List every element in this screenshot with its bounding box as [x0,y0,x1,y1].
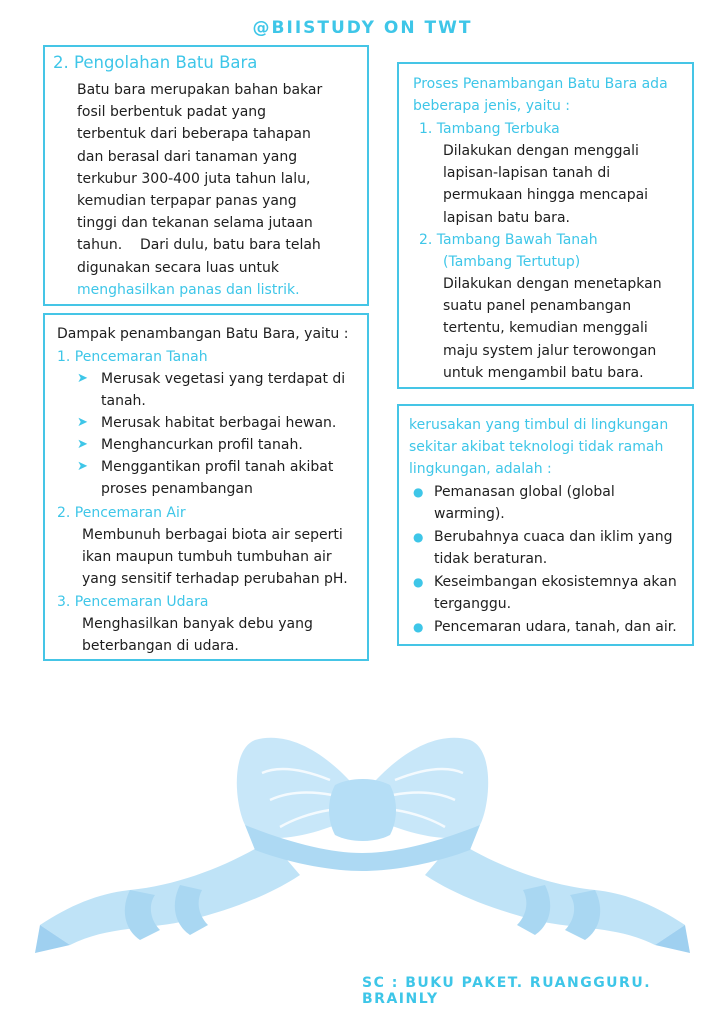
body-line: ikan maupun tumbuh tumbuhan air [82,549,332,566]
item-line: Merusak vegetasi yang terdapat di [101,371,346,387]
item-line: proses penambangan [101,481,253,498]
body-line: maju system jalur terowongan [443,342,657,359]
item-line: Berubahnya cuaca dan iklim yang [434,529,673,545]
item-line: Pemanasan global (global [434,484,615,500]
dot-bullet-icon: ● [413,620,424,634]
intro-line: lingkungan, adalah : [409,461,552,478]
section-body [443,140,683,229]
body-line: tertentu, kemudian menggali [443,320,648,337]
body-line: lapisan batu bara. [443,209,570,226]
item-line: tidak beraturan. [434,551,548,568]
proses-penambangan-box [397,62,694,389]
subheading-tambang-bawah-tanah: 2. Tambang Bawah Tanah [419,232,598,248]
body-line: tahun. Dari dulu, batu bara telah [77,237,321,254]
kerusakan-lingkungan-box [397,404,694,646]
body-line: digunakan secara luas untuk [77,259,280,276]
item-line: Menghancurkan profil tanah. [101,437,303,453]
list-item [434,481,684,525]
list-item [434,571,684,615]
section-body [77,79,359,301]
dot-bullet-icon: ● [413,530,424,544]
subheading-pencemaran-udara: 3. Pencemaran Udara [57,594,209,610]
subheading-pencemaran-air: 2. Pencemaran Air [57,505,186,521]
section-title: 2. Pengolahan Batu Bara [53,53,258,72]
subheading-tambang-tertutup: (Tambang Tertutup) [443,254,581,270]
body-line: yang sensitif terhadap perubahan pH. [82,571,348,588]
item-line: Pencemaran udara, tanah, dan air. [434,619,677,635]
body-line: Batu bara merupakan bahan bakar [77,82,323,98]
source-credit: SC : BUKU PAKET. RUANGGURU. BRAINLY [362,975,652,1007]
intro-line: beberapa jenis, yaitu : [413,98,570,115]
dampak-penambangan-box [43,313,369,661]
subheading-pencemaran-tanah: 1. Pencemaran Tanah [57,349,208,365]
arrow-bullet-icon: ➤ [77,415,88,430]
intro-line: kerusakan yang timbul di lingkungan [409,417,669,433]
ribbon-bow-illustration [30,725,695,955]
item-line: terganggu. [434,596,512,613]
box-intro: Dampak penambangan Batu Bara, yaitu : [57,326,349,342]
item-line: tanah. [101,393,146,410]
dot-bullet-icon: ● [413,575,424,589]
page-header: @BIISTUDY ON TWT [252,18,473,38]
box-intro [409,414,691,481]
body-line: permukaan hingga mencapai [443,187,649,204]
intro-line: sekitar akibat teknologi tidak ramah [409,439,664,456]
body-line: terbentuk dari beberapa tahapan [77,126,311,143]
list-item [434,526,684,570]
body-line: tinggi dan tekanan selama jutaan [77,215,313,232]
body-line: lapisan-lapisan tanah di [443,165,611,182]
item-line: warming). [434,506,505,523]
highlight-line: menghasilkan panas dan listrik. [77,281,300,298]
box-intro [413,73,688,117]
body-line: Dilakukan dengan menggali [443,143,639,159]
item-line: Menggantikan profil tanah akibat [101,459,334,475]
body-line: Menghasilkan banyak debu yang [82,616,313,632]
body-line: kemudian terpapar panas yang [77,193,297,210]
dot-bullet-icon: ● [413,485,424,499]
arrow-bullet-icon: ➤ [77,459,88,474]
body-line: Membunuh berbagai biota air seperti [82,527,343,543]
body-line: beterbangan di udara. [82,638,239,655]
section-body [82,613,364,657]
arrow-bullet-icon: ➤ [77,371,88,386]
pengolahan-batu-bara-box [43,45,369,306]
list-item [434,616,684,638]
body-line: Dilakukan dengan menetapkan [443,276,662,292]
intro-line: Proses Penambangan Batu Bara ada [413,76,668,92]
section-body [82,524,364,591]
body-line: suatu panel penambangan [443,298,632,315]
subheading-tambang-terbuka: 1. Tambang Terbuka [419,121,560,137]
section-body [443,273,687,384]
arrow-bullet-icon: ➤ [77,437,88,452]
body-line: terkubur 300-400 juta tahun lalu, [77,170,311,187]
item-line: Keseimbangan ekosistemnya akan [434,574,677,590]
item-line: Merusak habitat berbagai hewan. [101,415,337,431]
body-line: untuk mengambil batu bara. [443,364,644,381]
body-line: fosil berbentuk padat yang [77,104,267,121]
body-line: dan berasal dari tanaman yang [77,148,298,165]
